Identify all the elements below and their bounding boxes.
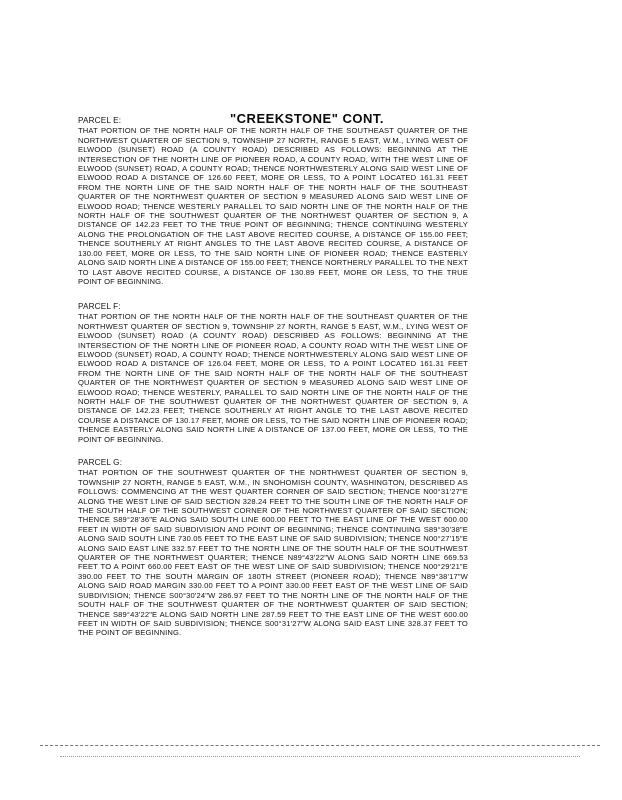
scan-artifact-line <box>40 745 600 746</box>
parcel-g-description: THAT PORTION OF THE SOUTHWEST QUARTER OF THE NORTHWEST QUARTER OF SECTION 9, TOWNSHIP 27 NORTH, RANGE 5 EAST, W.M., IN SNOHOMISH COUNTY, WASHINGTON, DESCRIBED AS FOLLOWS: COMMENCING AT THE WEST QUARTER CORNER OF SAID SECTION; THENCE N00°31'27"E ALONG THE WEST LINE OF SAID SECTION 328.24 FEET TO THE SOUTH LINE OF THE NORTH HALF OF THE SOUTH HALF OF THE SOUTHWEST CORNER OF THE NORTHWEST QUARTER OF SAID SECTION; THENCE S89°28'36"E ALONG SAID SOUTH LINE 600.00 FEET TO THE EAST LINE OF THE WEST 600.00 FEET IN WIDTH OF SAID SUBDIVISION AND POINT OF BEGINNING; THENCE CONTINUING S89°30'38"E ALONG SAID SOUTH LINE 730.05 FEET TO THE EAST LINE OF SAID SUBDIVISION; THENCE N00°27'15"E ALONG SAID EAST LINE 332.57 FEET TO THE NORTH LINE OF THE SOUTH HALF OF THE SOUTHWEST QUARTER OF THE NORTHWEST QUARTER; THENCE N89°43'22"W ALONG SAID NORTH LINE 669.53 FEET TO A POINT 660.00 FEET EAST OF THE WEST LINE OF SAID SUBDIVISION; THENCE N00°29'21"E 390.00 FEET TO THE SOUTH MARGIN OF 180TH STREET (PIONEER ROAD); THENCE N89°38'17"W ALONG SAID ROAD MARGIN 330.00 FEET TO A POINT 330.00 FEET EAST OF THE WEST LINE OF SAID SUBDIVISION; THENCE S00°30'24"W 286.97 FEET TO THE NORTH LINE OF THE NORTH HALF OF THE SOUTH HALF OF THE SOUTHWEST QUARTER OF THE NORTHWEST QUARTER OF SAID SECTION; THENCE S89°43'22"E ALONG SAID NORTH LINE 287.59 FEET TO THE EAST LINE OF THE WEST 600.00 FEET IN WIDTH OF SAID SUBDIVISION; THENCE S00°31'27"W ALONG SAID EAST LINE 328.37 FEET TO THE POINT OF BEGINNING. <box>78 468 468 638</box>
parcel-g-section <box>78 458 468 638</box>
parcel-e-section <box>78 116 468 286</box>
parcel-f-section <box>78 302 468 444</box>
scan-artifact-line-secondary <box>60 756 580 757</box>
parcel-e-label: PARCEL E: <box>78 116 122 125</box>
parcel-f-description: THAT PORTION OF THE NORTH HALF OF THE NORTH HALF OF THE SOUTHEAST QUARTER OF THE NORTHWEST QUARTER OF SECTION 9, TOWNSHIP 27 NORTH, RANGE 5 EAST, W.M., LYING WEST OF ELWOOD (SUNSET) ROAD (A COUNTY ROAD) DESCRIBED AS FOLLOWS: BEGINNING AT THE INTERSECTION OF THE NORTH LINE OF PIONEER ROAD, A COUNTY ROAD WITH THE WEST LINE OF ELWOOD (SUNSET) ROAD, A COUNTY ROAD; THENCE NORTHWESTERLY ALONG SAID WEST LINE OF ELWOOD ROAD A DISTANCE OF 126.04 FEET, MORE OR LESS, TO A POINT LOCATED 161.31 FEET FROM THE NORTH LINE OF THE SAID NORTH HALF OF THE NORTH HALF OF THE SOUTHEAST QUARTER OF THE NORTHWEST QUARTER OF SECTION 9 MEASURED ALONG SAID WEST LINE OF ELWOOD ROAD; THENCE WESTERLY, PARALLEL TO SAID NORTH LINE OF THE NORTH HALF OF THE NORTH HALF OF THE SOUTHWEST QUARTER OF THE NORTHWEST QUARTER OF SECTION 9, A DISTANCE OF 142.23 FEET; THENCE SOUTHERLY AT RIGHT ANGLE TO THE LAST ABOVE RECITED COURSE A DISTANCE OF 130.17 FEET, MORE OR LESS, TO THE SAID NORTH LINE OF PIONEER ROAD; THENCE EASTERLY ALONG SAID NORTH LINE A DISTANCE OF 137.00 FEET, MORE OR LESS, TO THE POINT OF BEGINNING. <box>78 312 468 444</box>
page-heading: "CREEKSTONE" CONT. <box>230 111 384 126</box>
parcel-e-description: THAT PORTION OF THE NORTH HALF OF THE NORTH HALF OF THE SOUTHEAST QUARTER OF THE NORTHWEST QUARTER OF SECTION 9, TOWNSHIP 27 NORTH, RANGE 5 EAST, W.M., LYING WEST OF ELWOOD (SUNSET) ROAD (A COUNTY ROAD) DESCRIBED AS FOLLOWS: BEGINNING AT THE INTERSECTION OF THE NORTH LINE OF PIONEER ROAD, A COUNTY ROAD, WITH THE WEST LINE OF ELWOOD (SUNSET) ROAD, A COUNTY ROAD; THENCE NORTHWESTERLY ALONG SAID WEST LINE OF ELWOOD ROAD A DISTANCE OF 126.60 FEET, MORE OR LESS, TO A POINT LOCATED 161.31 FEET FROM THE NORTH LINE OF THE SAID NORTH HALF OF THE NORTH HALF OF THE SOUTHEAST QUARTER OF THE NORTHWEST QUARTER OF SECTION 9 MEASURED ALONG SAID WEST LINE OF ELWOOD ROAD; THENCE WESTERLY PARALLEL TO SAID NORTH LINE OF THE NORTH HALF OF THE NORTH HALF OF THE SOUTHWEST QUARTER OF THE NORTHWEST QUARTER OF SECTION 9, A DISTANCE OF 142.23 FEET TO THE TRUE POINT OF BEGINNING; THENCE CONTINUING WESTERLY ALONG THE PROLONGATION OF THE LAST ABOVE RECITED COURSE, A DISTANCE OF 155.00 FEET; THENCE SOUTHERLY AT RIGHT ANGLES TO THE LAST ABOVE RECITED COURSE, A DISTANCE OF 130.00 FEET, MORE OR LESS, TO THE SAID NORTH LINE OF PIONEER ROAD; THENCE EASTERLY ALONG SAID NORTH LINE A DISTANCE OF 155.00 FEET; THENCE NORTHERLY PARALLEL TO THE NEXT TO LAST ABOVE RECITED COURSE, A DISTANCE OF 130.89 FEET, MORE OR LESS, TO THE TRUE POINT OF BEGINNING. <box>78 126 468 286</box>
parcel-f-label: PARCEL F: <box>78 302 121 311</box>
parcel-g-label: PARCEL G: <box>78 458 123 467</box>
